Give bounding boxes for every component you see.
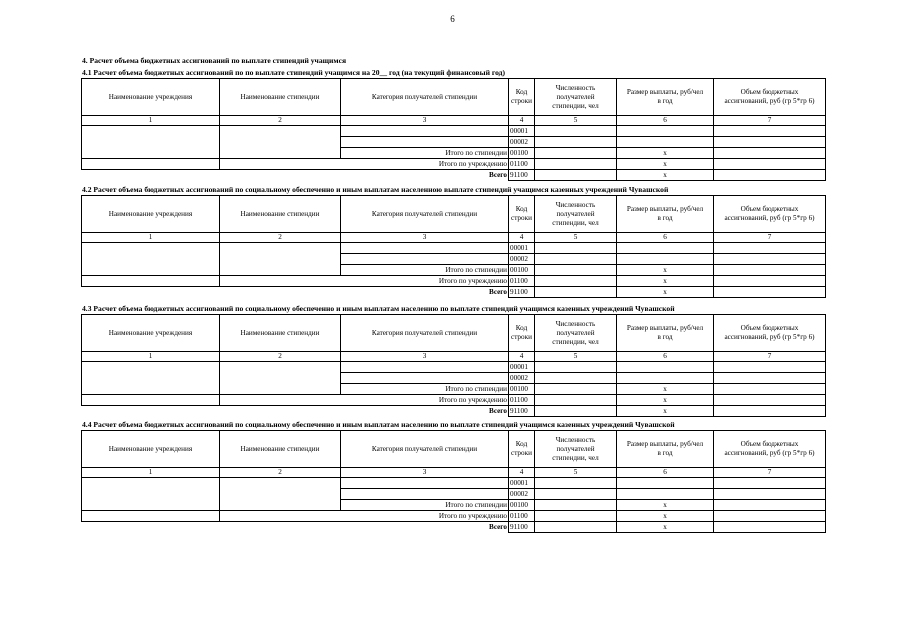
column-number: 2 [220,468,341,478]
x-mark: x [617,511,714,522]
column-number: 2 [220,116,341,126]
column-number-row [82,468,826,478]
x-mark: x [617,395,714,406]
line-code: 00002 [509,489,535,500]
line-code: 00002 [509,254,535,265]
total-spacer [220,287,341,298]
header-line-code: Код строки [509,79,535,116]
column-number: 7 [714,468,826,478]
count-cell[interactable] [535,276,617,287]
count-cell[interactable] [535,522,617,533]
volume-cell[interactable] [714,373,826,384]
section-4-4 [81,420,825,533]
subtotal-institution-row [82,276,826,287]
column-number-row [82,352,826,362]
subtotal-stipend-label: Итого по стипендии [341,384,509,395]
column-number: 3 [341,116,509,126]
column-number: 5 [535,468,617,478]
section-4-1 [81,68,825,181]
institution-subtotal-blank [82,511,220,522]
column-number: 3 [341,233,509,243]
stipend-name-cell[interactable] [220,243,341,276]
volume-cell[interactable] [714,276,826,287]
count-cell[interactable] [535,373,617,384]
payment-cell[interactable] [617,254,714,265]
line-code: 01100 [509,276,535,287]
column-number: 1 [82,468,220,478]
x-mark: x [617,276,714,287]
line-code: 91100 [509,406,535,417]
payment-cell[interactable] [617,478,714,489]
volume-cell[interactable] [714,137,826,148]
header-line-code: Код строки [509,196,535,233]
count-cell[interactable] [535,243,617,254]
line-code: 01100 [509,511,535,522]
x-mark: x [617,159,714,170]
line-code: 00002 [509,137,535,148]
count-cell[interactable] [535,254,617,265]
column-number: 3 [341,352,509,362]
header-recipient-count: Численность получателей стипендии, чел [535,79,617,116]
stipend-name-cell[interactable] [220,126,341,159]
volume-cell[interactable] [714,265,826,276]
line-code: 91100 [509,287,535,298]
institution-cell[interactable] [82,126,220,159]
column-number-row [82,116,826,126]
count-cell[interactable] [535,395,617,406]
header-payment-size: Размер выплаты, руб/чел в год [617,196,714,233]
header-row [82,315,826,352]
volume-cell[interactable] [714,148,826,159]
header-institution: Наименование учреждения [82,79,220,116]
total-spacer [82,287,220,298]
subtotal-stipend-label: Итого по стипендии [341,148,509,159]
column-number: 1 [82,233,220,243]
line-code: 01100 [509,395,535,406]
column-number: 7 [714,352,826,362]
column-number: 7 [714,116,826,126]
total-label: Всего [489,171,507,180]
header-line-code: Код строки [509,315,535,352]
volume-cell[interactable] [714,126,826,137]
volume-cell[interactable] [714,243,826,254]
line-code: 91100 [509,522,535,533]
x-mark: x [617,148,714,159]
column-number-row [82,233,826,243]
column-number: 6 [617,468,714,478]
institution-cell[interactable] [82,478,220,511]
page-number: 6 [450,14,455,24]
subtotal-institution-row [82,395,826,406]
budget-table [81,430,826,533]
volume-cell[interactable] [714,384,826,395]
main-title: 4. Расчет объема бюджетных ассигнований по выплате стипендий учащимся [82,56,347,65]
category-cell[interactable] [341,478,509,489]
line-code: 01100 [509,159,535,170]
total-label: Всего [489,288,507,297]
line-code: 00100 [509,500,535,511]
subtotal-stipend-label: Итого по стипендии [341,265,509,276]
column-number: 6 [617,352,714,362]
total-spacer [82,406,220,417]
header-budget-volume: Объем бюджетных ассигнований, руб (гр 5*гр 6) [714,196,826,233]
header-recipient-count: Численность получателей стипендии, чел [535,431,617,468]
total-label: Всего [489,407,507,416]
payment-cell[interactable] [617,137,714,148]
total-label: Всего [489,523,507,532]
header-stipend-name: Наименование стипендии [220,196,341,233]
table-row [82,126,826,137]
volume-cell[interactable] [714,395,826,406]
category-cell[interactable] [341,137,509,148]
section-title: 4.1 Расчет объема бюджетных ассигнований по по выплате стипендий учащимся на 20__ год (на текущий финансовый год) [82,68,506,77]
category-cell[interactable] [341,243,509,254]
column-number: 5 [535,233,617,243]
volume-cell[interactable] [714,500,826,511]
header-payment-size: Размер выплаты, руб/чел в год [617,79,714,116]
budget-table [81,78,826,181]
column-number: 1 [82,352,220,362]
line-code: 91100 [509,170,535,181]
budget-table [81,314,826,417]
section-title: 4.4 Расчет объема бюджетных ассигнований по социальному обеспеченно и иным выплатам населению по выплате стипендий учащимся казенных учреждений Чувашской [82,420,675,429]
header-stipend-name: Наименование стипендии [220,315,341,352]
header-institution: Наименование учреждения [82,431,220,468]
header-row [82,79,826,116]
column-number: 4 [509,352,535,362]
payment-cell[interactable] [617,362,714,373]
count-cell[interactable] [535,406,617,417]
total-row [82,406,826,417]
column-number: 3 [341,468,509,478]
subtotal-institution-label: Итого по учреждению [220,511,509,522]
table-row [82,243,826,254]
header-line-code: Код строки [509,431,535,468]
volume-cell[interactable] [714,522,826,533]
total-row [82,170,826,181]
stipend-name-cell[interactable] [220,478,341,511]
table-row [82,362,826,373]
total-spacer [220,522,341,533]
subtotal-institution-label: Итого по учреждению [220,395,509,406]
header-recipient-category: Категория получателей стипендии [341,79,509,116]
column-number: 7 [714,233,826,243]
column-number: 6 [617,233,714,243]
section-title: 4.3 Расчет объема бюджетных ассигнований по социальному обеспеченно и иным выплатам населению по выплате стипендий учащимся казенных учреждений Чувашской [82,304,675,313]
line-code: 00100 [509,265,535,276]
x-mark: x [617,265,714,276]
subtotal-institution-label: Итого по учреждению [220,159,509,170]
count-cell[interactable] [535,170,617,181]
payment-cell[interactable] [617,243,714,254]
institution-cell[interactable] [82,362,220,395]
header-institution: Наименование учреждения [82,196,220,233]
payment-cell[interactable] [617,489,714,500]
subtotal-institution-row [82,511,826,522]
column-number: 5 [535,116,617,126]
stipend-name-cell[interactable] [220,362,341,395]
volume-cell[interactable] [714,287,826,298]
total-spacer [220,406,341,417]
total-spacer [82,170,220,181]
header-recipient-category: Категория получателей стипендии [341,196,509,233]
section-4-2 [81,185,825,298]
category-cell[interactable] [341,126,509,137]
budget-table [81,195,826,298]
header-recipient-count: Численность получателей стипендии, чел [535,315,617,352]
total-row [82,287,826,298]
volume-cell[interactable] [714,478,826,489]
total-spacer [82,522,220,533]
line-code: 00002 [509,373,535,384]
table-row [82,478,826,489]
header-budget-volume: Объем бюджетных ассигнований, руб (гр 5*гр 6) [714,431,826,468]
header-row [82,196,826,233]
x-mark: x [617,287,714,298]
line-code: 00001 [509,362,535,373]
line-code: 00001 [509,243,535,254]
institution-subtotal-blank [82,395,220,406]
header-stipend-name: Наименование стипендии [220,79,341,116]
x-mark: x [617,384,714,395]
x-mark: x [617,500,714,511]
header-recipient-category: Категория получателей стипендии [341,315,509,352]
count-cell[interactable] [535,362,617,373]
volume-cell[interactable] [714,406,826,417]
line-code: 00100 [509,148,535,159]
column-number: 2 [220,233,341,243]
volume-cell[interactable] [714,170,826,181]
volume-cell[interactable] [714,511,826,522]
column-number: 2 [220,352,341,362]
header-stipend-name: Наименование стипендии [220,431,341,468]
volume-cell[interactable] [714,254,826,265]
column-number: 1 [82,116,220,126]
subtotal-institution-label: Итого по учреждению [220,276,509,287]
section-title: 4.2 Расчет объема бюджетных ассигнований по социальному обеспеченно и иным выплатам населенною выплате стипендий учащимся казенных учреждений Чувашской [82,185,669,194]
line-code: 00001 [509,126,535,137]
column-number: 4 [509,233,535,243]
count-cell[interactable] [535,137,617,148]
count-cell[interactable] [535,148,617,159]
column-number: 4 [509,468,535,478]
column-number: 4 [509,116,535,126]
count-cell[interactable] [535,500,617,511]
count-cell[interactable] [535,126,617,137]
volume-cell[interactable] [714,159,826,170]
header-recipient-category: Категория получателей стипендии [341,431,509,468]
payment-cell[interactable] [617,373,714,384]
header-budget-volume: Объем бюджетных ассигнований, руб (гр 5*гр 6) [714,79,826,116]
institution-subtotal-blank [82,159,220,170]
line-code: 00100 [509,384,535,395]
total-row [82,522,826,533]
count-cell[interactable] [535,384,617,395]
column-number: 5 [535,352,617,362]
institution-subtotal-blank [82,276,220,287]
header-payment-size: Размер выплаты, руб/чел в год [617,315,714,352]
institution-cell[interactable] [82,243,220,276]
header-row [82,431,826,468]
count-cell[interactable] [535,265,617,276]
x-mark: x [617,406,714,417]
volume-cell[interactable] [714,489,826,500]
count-cell[interactable] [535,511,617,522]
subtotal-stipend-label: Итого по стипендии [341,500,509,511]
count-cell[interactable] [535,287,617,298]
category-cell[interactable] [341,373,509,384]
category-cell[interactable] [341,362,509,373]
subtotal-institution-row [82,159,826,170]
count-cell[interactable] [535,489,617,500]
header-budget-volume: Объем бюджетных ассигнований, руб (гр 5*гр 6) [714,315,826,352]
column-number: 6 [617,116,714,126]
header-recipient-count: Численность получателей стипендии, чел [535,196,617,233]
line-code: 00001 [509,478,535,489]
count-cell[interactable] [535,478,617,489]
x-mark: x [617,170,714,181]
header-payment-size: Размер выплаты, руб/чел в год [617,431,714,468]
payment-cell[interactable] [617,126,714,137]
x-mark: x [617,522,714,533]
header-institution: Наименование учреждения [82,315,220,352]
volume-cell[interactable] [714,362,826,373]
count-cell[interactable] [535,159,617,170]
total-spacer [220,170,341,181]
section-4-3 [81,304,825,417]
category-cell[interactable] [341,254,509,265]
category-cell[interactable] [341,489,509,500]
